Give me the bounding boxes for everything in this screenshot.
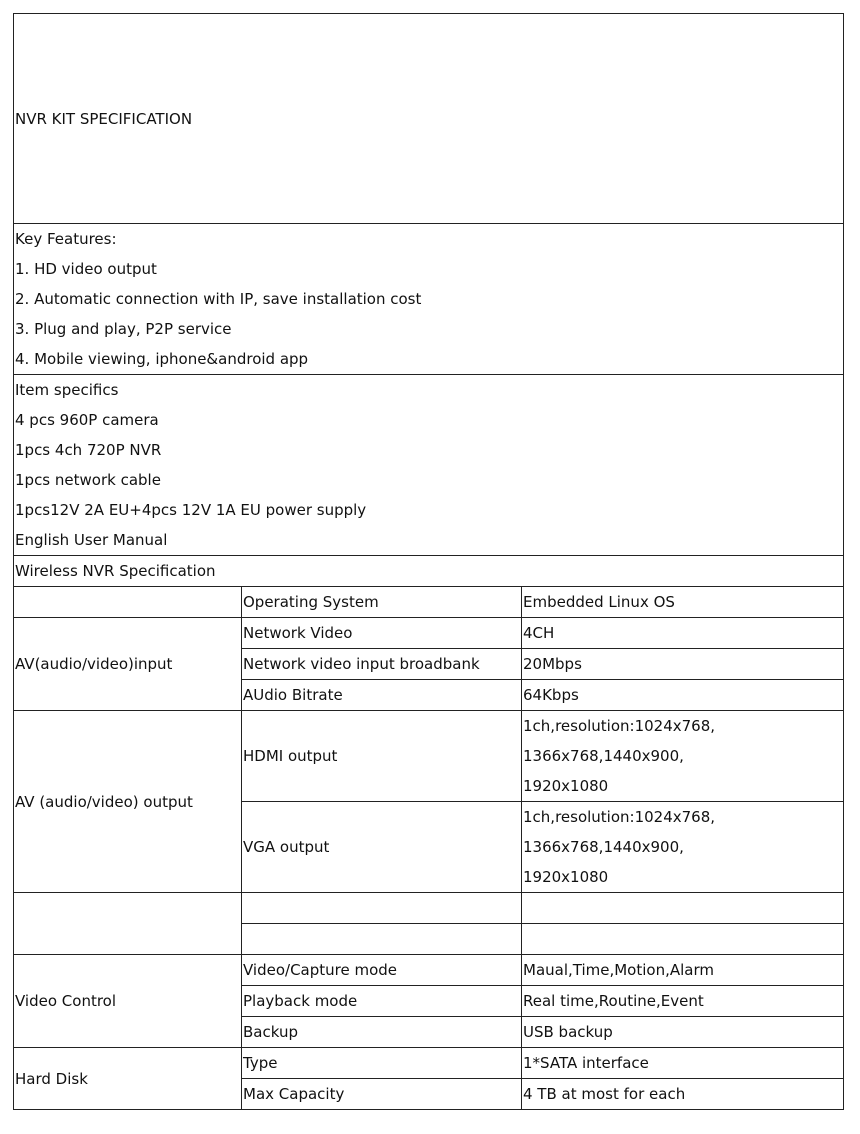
spec-name: Backup bbox=[242, 1017, 522, 1048]
spec-value-line: 1ch,resolution:1024x768, bbox=[523, 717, 716, 735]
table-row bbox=[14, 618, 844, 649]
group-label: Video Control bbox=[14, 955, 242, 1048]
spec-value: 64Kbps bbox=[522, 680, 844, 711]
package-item: 1pcs12V 2A EU+4pcs 12V 1A EU power supply bbox=[15, 501, 367, 519]
spec-heading-row bbox=[14, 556, 844, 587]
feature-item: 2. Automatic connection with IP, save installation cost bbox=[15, 290, 422, 308]
group-label bbox=[14, 893, 242, 955]
key-features-heading: Key Features: bbox=[15, 230, 117, 248]
spec-value: 4CH bbox=[522, 618, 844, 649]
group-label: Hard Disk bbox=[14, 1048, 242, 1110]
spec-name bbox=[242, 893, 522, 924]
spec-value: Embedded Linux OS bbox=[522, 587, 844, 618]
feature-item: 4. Mobile viewing, iphone&android app bbox=[15, 350, 309, 368]
spec-name: HDMI output bbox=[242, 711, 522, 802]
spec-name: VGA output bbox=[242, 802, 522, 893]
spec-table bbox=[13, 13, 844, 1110]
key-features-cell bbox=[14, 224, 844, 375]
spec-name: AUdio Bitrate bbox=[242, 680, 522, 711]
item-specifics-row bbox=[14, 375, 844, 556]
group-label bbox=[14, 587, 242, 618]
spec-name: Playback mode bbox=[242, 986, 522, 1017]
page-title: NVR KIT SPECIFICATION bbox=[14, 14, 844, 224]
feature-item: 3. Plug and play, P2P service bbox=[15, 320, 232, 338]
spec-value-line: 1366x768,1440x900, bbox=[523, 747, 684, 765]
spec-value bbox=[522, 802, 844, 893]
package-item: English User Manual bbox=[15, 531, 168, 549]
spec-value-line: 1920x1080 bbox=[523, 868, 609, 886]
table-row bbox=[14, 711, 844, 802]
table-row bbox=[14, 587, 844, 618]
feature-item: 1. HD video output bbox=[15, 260, 157, 278]
title-row bbox=[14, 14, 844, 224]
package-item: 1pcs 4ch 720P NVR bbox=[15, 441, 162, 459]
spec-value: 1*SATA interface bbox=[522, 1048, 844, 1079]
table-row bbox=[14, 1048, 844, 1079]
spec-value-line: 1ch,resolution:1024x768, bbox=[523, 808, 716, 826]
spec-value bbox=[522, 711, 844, 802]
spec-value: 4 TB at most for each bbox=[522, 1079, 844, 1110]
package-item: 1pcs network cable bbox=[15, 471, 161, 489]
spec-name: Operating System bbox=[242, 587, 522, 618]
spec-heading: Wireless NVR Specification bbox=[14, 556, 844, 587]
spec-name: Type bbox=[242, 1048, 522, 1079]
key-features-row bbox=[14, 224, 844, 375]
spec-value: USB backup bbox=[522, 1017, 844, 1048]
package-item: 4 pcs 960P camera bbox=[15, 411, 159, 429]
table-row bbox=[14, 893, 844, 924]
spec-name: Network video input broadbank bbox=[242, 649, 522, 680]
spec-value: 20Mbps bbox=[522, 649, 844, 680]
item-specifics-cell bbox=[14, 375, 844, 556]
spec-value-line: 1920x1080 bbox=[523, 777, 609, 795]
item-specifics-heading: Item specifics bbox=[15, 381, 119, 399]
table-row bbox=[14, 955, 844, 986]
spec-name: Max Capacity bbox=[242, 1079, 522, 1110]
spec-name bbox=[242, 924, 522, 955]
spec-value bbox=[522, 893, 844, 924]
spec-value bbox=[522, 924, 844, 955]
spec-value: Real time,Routine,Event bbox=[522, 986, 844, 1017]
group-label: AV (audio/video) output bbox=[14, 711, 242, 893]
spec-value-line: 1366x768,1440x900, bbox=[523, 838, 684, 856]
spec-value: Maual,Time,Motion,Alarm bbox=[522, 955, 844, 986]
spec-name: Video/Capture mode bbox=[242, 955, 522, 986]
group-label: AV(audio/video)input bbox=[14, 618, 242, 711]
spec-name: Network Video bbox=[242, 618, 522, 649]
